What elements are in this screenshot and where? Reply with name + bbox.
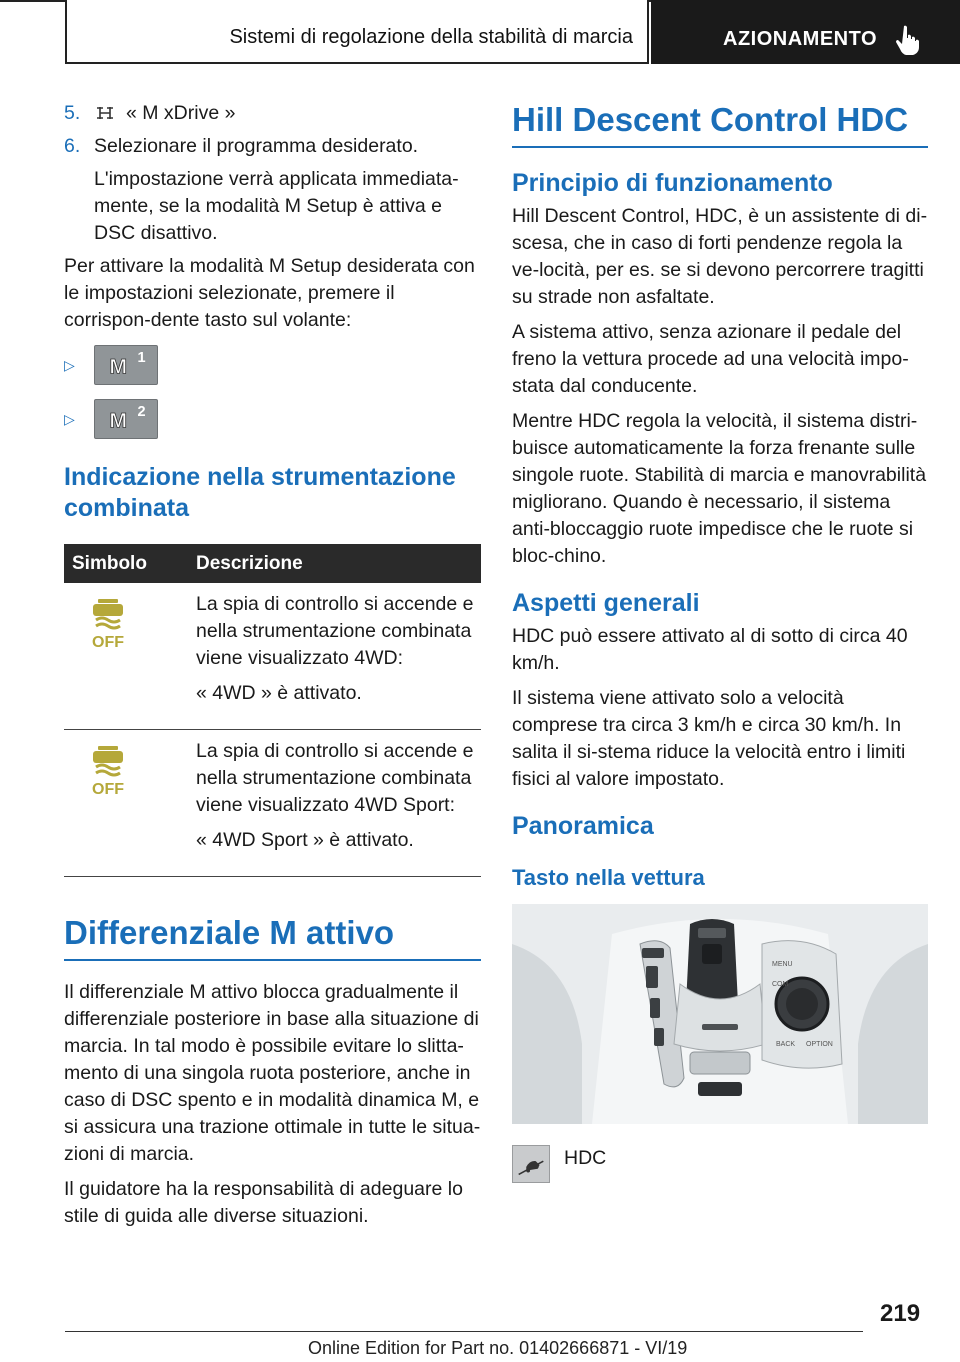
svg-text:OFF: OFF: [92, 634, 124, 651]
hand-pointer-icon: [895, 24, 921, 56]
hdc-button-icon: [512, 1145, 550, 1183]
table-header-descrizione: Descrizione: [186, 544, 481, 583]
heading-principio: Principio di funzionamento: [512, 169, 833, 197]
step-6: [64, 133, 481, 160]
photo-option-label: OPTION: [806, 1041, 833, 1048]
photo-menu-label: MENU: [772, 961, 793, 968]
step-number: 6.: [64, 135, 81, 157]
differenziale-paragraph-2: Il guidatore ha la responsabilità di adeguare lo stile di guida alle diverse situazioni.: [64, 1178, 463, 1227]
heading-panoramica: Panoramica: [512, 812, 654, 840]
header-section-title: Sistemi di regolazione della stabilità di marcia: [229, 26, 633, 48]
header-section-box: [65, 0, 649, 64]
table-row: [64, 730, 481, 877]
aspetti-paragraph-1: HDC può essere attivato al di sotto di circa 40 km/h.: [512, 625, 908, 674]
symbol-table: [64, 544, 481, 877]
differenziale-paragraph-1: Il differenziale M attivo blocca gradualmente il differenziale posteriore in base alla situazione di marcia. In tal modo è possibile evitare lo slitta-mento di una singola ruota posteriore, anche in caso di DSC spento e in modalità dinamica M, e si assicura una trazione ottimale in tutte le situa-zioni di marcia.: [64, 981, 481, 1165]
hdc-label: HDC: [564, 1147, 607, 1169]
4wd-off-warning-icon: [78, 595, 138, 651]
table-cell-status: « 4WD » è attivato.: [196, 682, 362, 704]
table-cell-desc: La spia di controllo si accende e nella strumentazione combinata viene visualizzato 4WD Sport:: [196, 740, 474, 816]
photo-com-label: COM: [772, 981, 789, 988]
principio-paragraph-3: Mentre HDC regola la velocità, il sistema distri-buisce automaticamente la forza frenante sulle singole ruote. Stabilità di marcia e manovrabilità migliorano. Quando è necessario, il sistema anti-bloccaggio ruote impedisce che le ruote si bloc-chino.: [512, 410, 927, 567]
step-6-continuation: L'impostazione verrà applicata immediata-mente, se la modalità M Setup è attiva e DSC disattivo.: [94, 168, 459, 244]
m2-letter: M: [109, 408, 128, 433]
photo-back-label: BACK: [776, 1041, 796, 1048]
svg-text:OFF: OFF: [92, 781, 124, 798]
bullet-m2: [64, 396, 481, 442]
footer-edition: Online Edition for Part no. 01402666871 - VI/19: [308, 1338, 688, 1358]
step-6-text: Selezionare il programma desiderato.: [94, 135, 419, 157]
heading-differenziale: Differenziale M attivo: [64, 913, 481, 961]
left-column: [64, 100, 481, 1238]
m2-superscript: 2: [137, 404, 146, 421]
m1-superscript: 1: [137, 350, 146, 367]
step-number: 5.: [64, 102, 81, 124]
xdrive-car-icon: [94, 106, 116, 120]
heading-hdc: Hill Descent Control HDC: [512, 100, 928, 148]
page-number: 219: [880, 1300, 921, 1327]
m1-button-image: [94, 345, 158, 385]
center-console-photo: [512, 904, 928, 1124]
bullet-triangle-icon: ▷: [64, 356, 75, 373]
step-5: [64, 100, 481, 127]
table-row: [64, 583, 481, 730]
hdc-legend-row: [512, 1145, 928, 1183]
m-setup-paragraph: Per attivare la modalità M Setup desiderata con le impostazioni selezionate, premere il corrispon-dente tasto sul volante:: [64, 255, 475, 331]
right-column: [512, 100, 928, 1183]
heading-indicazione: Indicazione nella strumentazione combinata: [64, 463, 456, 522]
heading-aspetti: Aspetti generali: [512, 589, 700, 617]
4wd-sport-off-warning-icon: [78, 742, 138, 798]
header-chapter-tab: [651, 0, 960, 64]
heading-tasto: Tasto nella vettura: [512, 865, 705, 890]
table-cell-desc: La spia di controllo si accende e nella strumentazione combinata viene visualizzato 4WD:: [196, 593, 474, 669]
m2-button-image: [94, 399, 158, 439]
step-5-text: « M xDrive »: [126, 102, 236, 124]
principio-paragraph-2: A sistema attivo, senza azionare il pedale del freno la vettura procede ad una velocità impo-stata dal conducente.: [512, 321, 909, 397]
header-chapter-label: AZIONAMENTO: [723, 28, 878, 50]
table-cell-status: « 4WD Sport » è attivato.: [196, 829, 414, 851]
m1-letter: M: [109, 354, 128, 379]
bullet-m1: [64, 342, 481, 388]
bullet-triangle-icon: ▷: [64, 410, 75, 427]
aspetti-paragraph-2: Il sistema viene attivato solo a velocità comprese tra circa 3 km/h e circa 30 km/h. In salita il si-stema riduce la velocità entro i limiti fisici al valore impostato.: [512, 687, 906, 790]
table-header-simbolo: Simbolo: [64, 544, 186, 583]
principio-paragraph-1: Hill Descent Control, HDC, è un assistente di di-scesa, che in caso di forti pendenze regola la ve-locità, per es. se si devono percorrere tragitti su strade non asfaltate.: [512, 205, 928, 308]
footer-rule: [65, 1331, 863, 1332]
